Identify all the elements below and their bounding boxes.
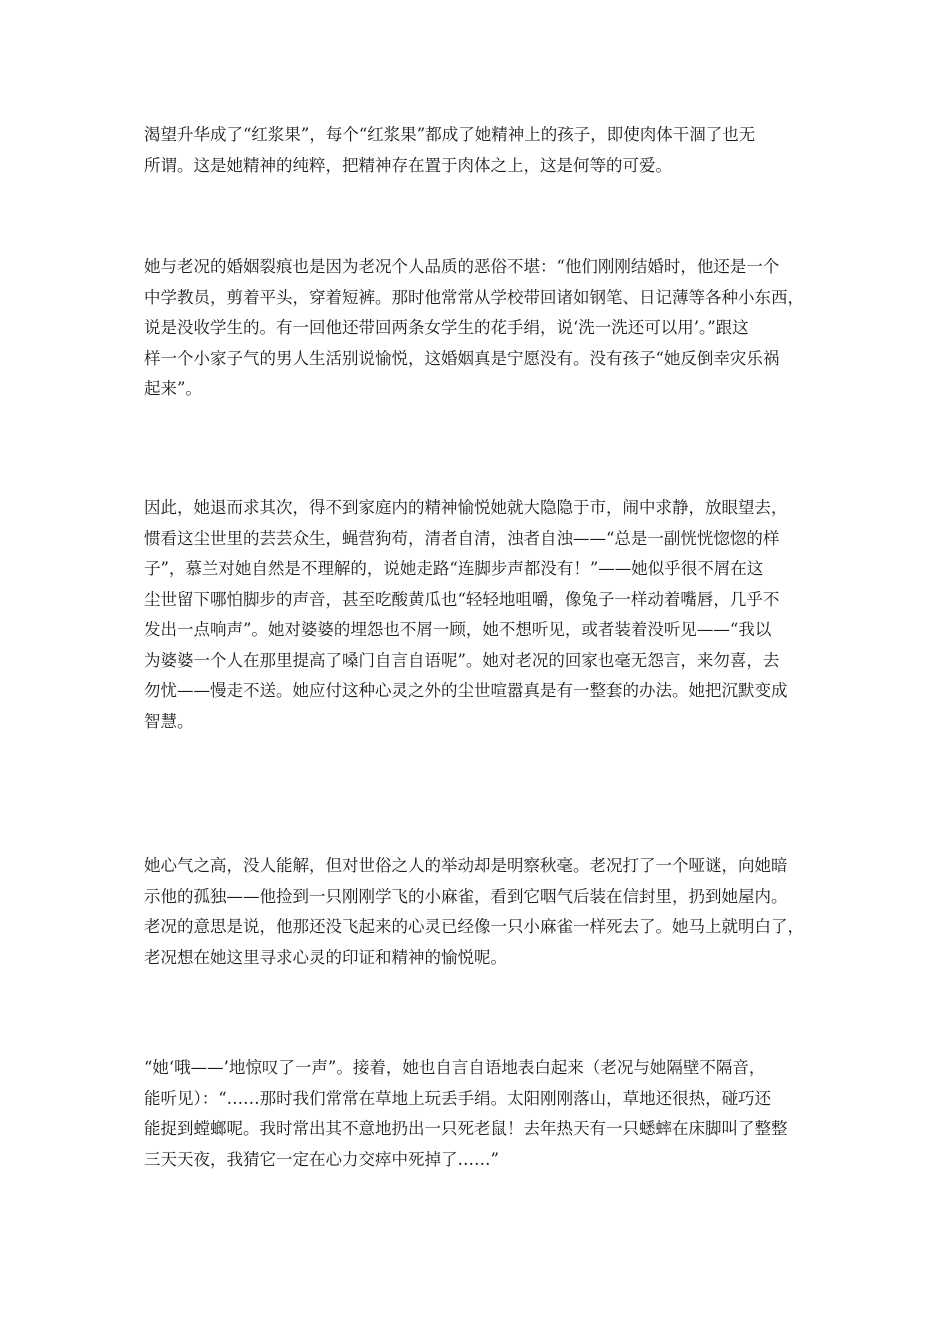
text-line: 她心气之高，没人能解，但对世俗之人的举动却是明察秋毫。老况打了一个哑谜，向她暗	[144, 856, 788, 875]
text-line: 发出一点响声”。她对婆婆的埋怨也不屑一顾，她不想听见，或者装着没听见——“我以	[144, 620, 772, 639]
text-line: 老况的意思是说，他那还没飞起来的心灵已经像一只小麻雀一样死去了。她马上就明白了，	[144, 917, 804, 936]
paragraph-2	[144, 252, 808, 405]
text-line: 起来”。	[144, 379, 202, 398]
text-line: 能捉到螳螂呢。我时常出其不意地扔出一只死老鼠！去年热天有一只蟋蟀在床脚叫了整整	[144, 1119, 788, 1138]
paragraph-4	[144, 851, 808, 973]
text-line: 说是没收学生的。有一回他还带回两条女学生的花手绢，说‘洗一洗还可以用’。”跟这	[144, 318, 749, 337]
text-line: 惯看这尘世里的芸芸众生，蝇营狗苟，清者自清，浊者自浊——“总是一副恍恍惚惚的样	[144, 528, 780, 548]
text-line: 所谓。这是她精神的纯粹，把精神存在置于肉体之上，这是何等的可爱。	[144, 155, 672, 175]
paragraph-3	[144, 493, 808, 737]
text-line: 智慧。	[144, 711, 194, 731]
text-line: 为婆婆一个人在那里提高了嗓门自言自语呢”。她对老况的回家也毫无怨言，来勿喜，去	[144, 650, 780, 670]
text-line: 三天天夜，我猜它一定在心力交瘁中死掉了……”	[144, 1149, 499, 1169]
text-line: 渴望升华成了“红浆果”，每个“红浆果”都成了她精神上的孩子，即使肉体干涸了也无	[144, 125, 756, 144]
paragraph-1	[144, 120, 808, 181]
text-line: 勿忧——慢走不送。她应付这种心灵之外的尘世喧嚣真是有一整套的办法。她把沉默变成	[144, 681, 788, 700]
text-line: 她与老况的婚姻裂痕也是因为老况个人品质的恶俗不堪：“他们刚刚结婚时，他还是一个	[144, 257, 780, 276]
text-line: 中学教员，剪着平头，穿着短裤。那时他常常从学校带回诸如钢笔、日记薄等各种小东西，	[144, 287, 804, 307]
text-line: 尘世留下哪怕脚步的声音，甚至吃酸黄瓜也“轻轻地咀嚼，像兔子一样动着嘴唇，几乎不	[144, 589, 780, 609]
text-line: 示他的孤独——他捡到一只刚刚学飞的小麻雀，看到它咽气后装在信封里，扔到她屋内。	[144, 886, 788, 906]
text-line: “她‘哦——’地惊叹了一声”。接着，她也自言自语地表白起来（老况与她隔壁不隔音，	[144, 1058, 766, 1077]
text-line: 样一个小家子气的男人生活别说愉悦，这婚姻真是宁愿没有。没有孩子“她反倒幸灾乐祸	[144, 348, 780, 368]
paragraph-5	[144, 1053, 808, 1175]
text-line: 能听见）：“……那时我们常常在草地上玩丢手绢。太阳刚刚落山，草地还很热，碰巧还	[144, 1088, 772, 1108]
text-line: 老况想在她这里寻求心灵的印证和精神的愉悦呢。	[144, 947, 507, 967]
text-line: 因此，她退而求其次，得不到家庭内的精神愉悦她就大隐隐于市，闹中求静，放眼望去，	[144, 498, 788, 517]
text-line: 子”，慕兰对她自然是不理解的，说她走路“连脚步声都没有！”——她似乎很不屑在这	[144, 559, 764, 578]
